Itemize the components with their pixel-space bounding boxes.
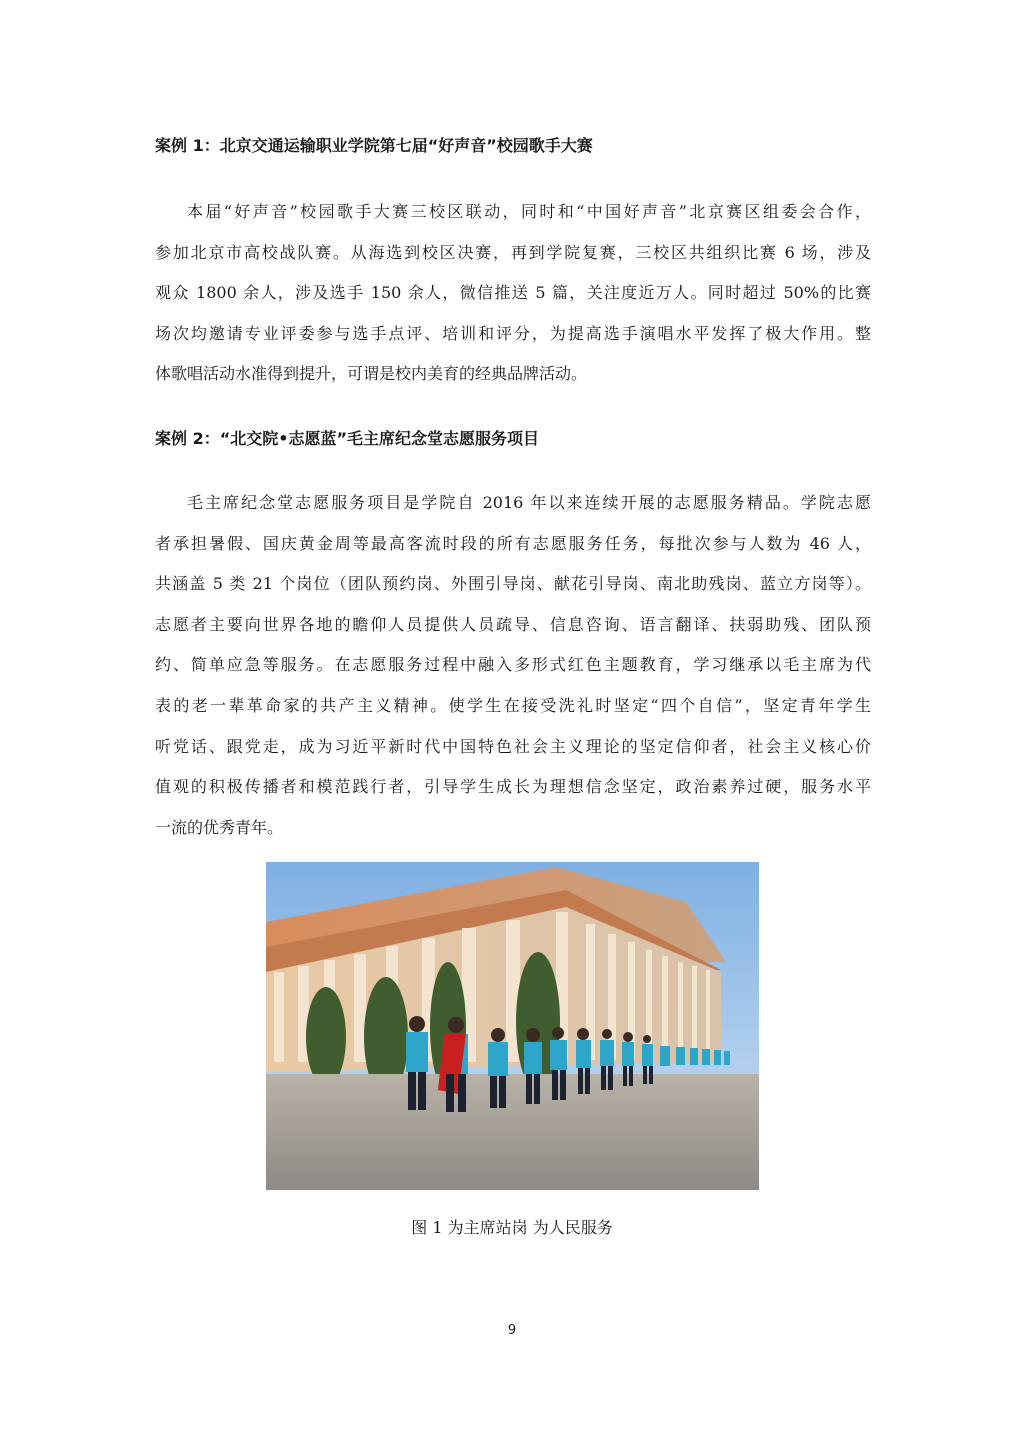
text-line: 场次均邀请专业评委参与选手点评、培训和评分，为提高选手演唱水平发挥了极大作用。整: [155, 323, 871, 343]
figure-caption: 图 1 为主席站岗 为人民服务: [411, 1218, 613, 1237]
text-line: 约、简单应急等服务。在志愿服务过程中融入多形式红色主题教育，学习继承以毛主席为代: [155, 655, 871, 675]
text-line: 者承担暑假、国庆黄金周等最高客流时段的所有志愿服务任务，每批次参与人数为 46 人，: [155, 533, 871, 553]
page-number: 9: [507, 1323, 517, 1338]
text-line: 参加北京市高校战队赛。从海选到校区决赛，再到学院复赛，三校区共组织比赛 6 场，涉及: [155, 242, 871, 262]
case1-heading: 案例 1：北京交通运输职业学院第七届“好声音”校园歌手大赛: [155, 136, 593, 155]
text-line: 本届“好声音”校园歌手大赛三校区联动，同时和“中国好声音”北京赛区组委会合作，: [187, 202, 871, 221]
text-line: 听党话、跟党走，成为习近平新时代中国特色社会主义理论的坚定信仰者，社会主义核心价: [155, 736, 871, 756]
text-line: 观众 1800 余人，涉及选手 150 余人，微信推送 5 篇，关注度近万人。同时超过 50%的比赛: [155, 283, 871, 303]
volunteers-photo: [266, 862, 759, 1190]
case2-heading: 案例 2：“北交院•志愿蓝”毛主席纪念堂志愿服务项目: [155, 429, 539, 448]
text-line: 志愿者主要向世界各地的瞻仰人员提供人员疏导、信息咨询、语言翻译、扶弱助残、团队预: [155, 614, 871, 634]
text-line: 体歌唱活动水准得到提升，可谓是校内美育的经典品牌活动。: [155, 364, 588, 384]
text-line: 值观的积极传播者和模范践行者，引导学生成长为理想信念坚定，政治素养过硬，服务水平: [155, 777, 871, 797]
text-line: 毛主席纪念堂志愿服务项目是学院自 2016 年以来连续开展的志愿服务精品。学院志愿: [187, 493, 871, 512]
case2-paragraph: [155, 483, 871, 848]
case1-paragraph: [155, 192, 871, 395]
text-line: 共涵盖 5 类 21 个岗位（团队预约岗、外围引导岗、献花引导岗、南北助残岗、蓝立方岗等）。: [155, 574, 871, 594]
text-line: 表的老一辈革命家的共产主义精神。使学生在接受洗礼时坚定“四个自信”，坚定青年学生: [155, 695, 871, 715]
text-line: 一流的优秀青年。: [155, 817, 284, 837]
